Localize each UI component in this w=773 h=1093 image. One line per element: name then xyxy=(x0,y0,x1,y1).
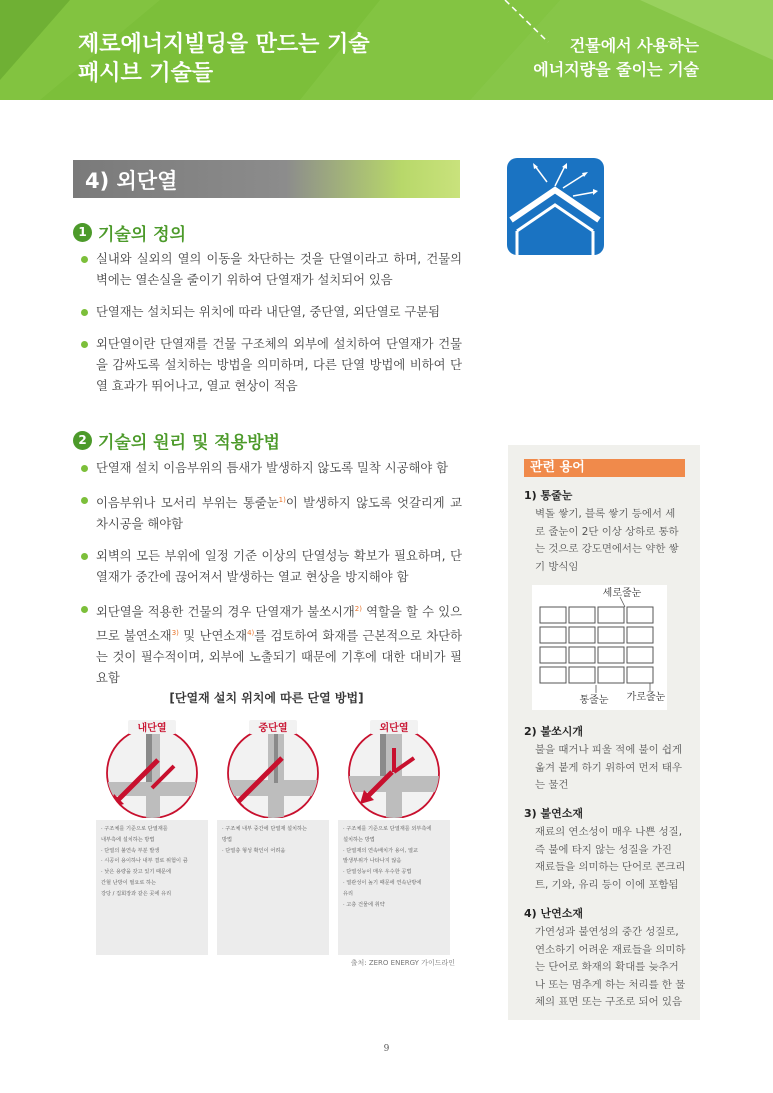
middle-insulation-diagram xyxy=(216,728,336,818)
list-item: 단열재는 설치되는 위치에 따라 내단열, 중단열, 외단열로 구분됨 xyxy=(80,302,462,323)
term-line: 기 방식임 xyxy=(535,560,579,573)
term-title: 4) 난연소재 xyxy=(524,907,584,920)
list-item: 외단열이란 단열재를 건물 구조체의 외부에 설치하여 단열재가 건물을 감싸도록 설치하는 방법을 의미하며, 다른 단열 방법에 비하여 단열 효과가 뛰어나고, 열교 현상이 적음 xyxy=(80,334,462,397)
list-item xyxy=(80,490,462,535)
insulation-diagrams xyxy=(96,718,460,818)
term-line: 는 단어로 화재의 확대를 늦추거 xyxy=(535,961,679,973)
glossary-sidebar xyxy=(508,445,700,1020)
note-line: · 낮은 용량을 갖고 있기 때문에 xyxy=(101,869,172,876)
header-title-line1: 제로에너지빌딩을 만드는 기술 xyxy=(78,32,370,57)
header-title xyxy=(78,30,370,88)
definition-heading-text: 기술의 정의 xyxy=(98,225,187,245)
outer-insulation-diagram xyxy=(336,728,456,818)
text-span: 를 검토하여 화재를 근본적으로 차단하는 것이 필수적이며, 외부에 노출되기 때문에 기후에 대한 대비가 필요함 xyxy=(96,629,462,686)
header-subtitle-line1: 건물에서 사용하는 xyxy=(569,36,699,55)
note-line: · 단열층 형성 확인이 어려움 xyxy=(222,847,286,854)
term-description xyxy=(524,742,692,795)
text-span: 외단열을 적용한 건물의 경우 단열재가 불쏘시개 xyxy=(96,605,355,620)
term-line: 재료들을 의미하는 단어로 콘크리 xyxy=(535,861,686,873)
glossary-term xyxy=(524,723,692,795)
term-description xyxy=(524,924,692,1012)
note-line: · 구조체를 기준으로 단열재를 xyxy=(101,826,168,832)
term-line: 로 줄눈이 2단 이상 상하로 통하 xyxy=(535,525,679,538)
term-line: 불을 때거나 피울 적에 불이 쉽게 xyxy=(535,744,682,756)
list-item: 단열재 설치 이음부위의 틈새가 발생하지 않도록 밀착 시공해야 함 xyxy=(80,458,462,479)
term-line: 체의 표면 또는 구조로 되어 있음 xyxy=(535,996,682,1008)
section-title: 4) 외단열 xyxy=(85,169,178,193)
term-line: 재료의 연소성이 매우 나쁜 성질, xyxy=(535,826,682,838)
note-line: · 구조체 내부 중간에 단열재 설치하는 xyxy=(222,826,308,832)
section-title-bar xyxy=(73,160,460,198)
term-title: 1) 통줄눈 xyxy=(524,489,573,502)
horizontal-joint-label: 가로줄눈 xyxy=(626,692,666,703)
header-subtitle-line2: 에너지량을 줄이는 기술 xyxy=(533,60,699,79)
header-subtitle xyxy=(533,34,699,82)
term-title: 2) 불쏘시개 xyxy=(524,725,584,738)
figure-source: 출처: ZERO ENERGY 가이드라인 xyxy=(350,959,455,967)
note-line: · 단열성능이 매우 우수한 공법 xyxy=(343,869,412,876)
principle-heading xyxy=(73,428,280,453)
note-line: · 구조체를 기준으로 단열재를 외부측에 xyxy=(343,826,432,832)
note-line: 발생부위가 나타나지 않음 xyxy=(343,858,402,865)
principle-heading-text: 기술의 원리 및 적용방법 xyxy=(98,433,280,453)
principle-bullets xyxy=(80,458,462,689)
glossary-term xyxy=(524,487,692,576)
note-line: 내부측에 설치하는 방법 xyxy=(101,836,155,843)
term-line: 는 것으로 강도면에서는 약한 쌓 xyxy=(535,543,679,555)
text-span: 역할을 할 수 있으므로 불연소재 xyxy=(96,605,462,644)
outer-insulation-notes xyxy=(338,820,450,955)
note-line: · 고층 건물에 취약 xyxy=(343,901,385,908)
glossary-heading: 관련 용어 xyxy=(524,459,685,477)
brick-joint-diagram xyxy=(532,585,667,710)
note-line: 설치하는 방법 xyxy=(343,836,375,843)
continuous-joint-label: 통줄눈 xyxy=(579,695,609,706)
figure-title: [단열재 설치 위치에 따른 단열 방법] xyxy=(169,691,364,705)
heading-number-badge: 2 xyxy=(73,431,92,450)
house-insulation-icon xyxy=(507,158,604,255)
term-line: 즉 불에 타지 않는 성질을 가진 xyxy=(535,843,672,856)
page-number: 9 xyxy=(383,1044,390,1054)
term-line: 가연성과 불연성의 중간 성질로, xyxy=(535,926,679,938)
text-span: 이 발생하지 않도록 엇갈리게 교차시공을 해야함 xyxy=(96,496,462,532)
note-line: 간헐 난방이 필요로 하는 xyxy=(101,879,157,886)
header-title-line2: 패시브 기술들 xyxy=(78,61,214,86)
term-description xyxy=(524,506,692,576)
term-line: 벽돌 쌓기, 블록 쌓기 등에서 세 xyxy=(535,508,676,520)
list-item xyxy=(80,599,462,689)
term-line: 트, 기와, 유리 등이 이에 포함됨 xyxy=(535,878,679,891)
heading-number-badge: 1 xyxy=(73,223,92,242)
diagram-label: 중단열 xyxy=(258,723,288,734)
text-span: 및 난연소재 xyxy=(178,629,248,644)
term-description xyxy=(524,824,692,894)
glossary-term xyxy=(524,905,692,1012)
note-line: 방법 xyxy=(222,836,233,843)
term-line: 연소하기 어려운 재료들을 의미하 xyxy=(535,943,686,956)
diagram-label: 내단열 xyxy=(137,723,167,734)
term-line: 는 물건 xyxy=(535,779,569,791)
list-item: 실내와 실외의 열의 이동을 차단하는 것을 단열이라고 하며, 건물의 벽에는 열손실을 줄이기 위하여 단열재가 설치되어 있음 xyxy=(80,249,462,291)
inner-insulation-diagram xyxy=(96,728,216,818)
note-line: · 열관성이 높기 때문에 연속난방에 xyxy=(343,879,422,886)
footnote-ref: 4) xyxy=(247,629,255,638)
middle-insulation-notes xyxy=(217,820,329,955)
term-line: 옮겨 붙게 하기 위하여 먼저 태우 xyxy=(535,761,682,774)
inner-insulation-notes xyxy=(96,820,208,955)
term-title: 3) 불연소재 xyxy=(524,807,584,820)
term-line: 나 또는 멈추게 하는 처리를 한 물 xyxy=(535,978,686,991)
text-span: 이음부위나 모서리 부위는 통줄눈 xyxy=(96,496,279,511)
note-line: · 단열의 불연속 부분 발생 xyxy=(101,847,160,854)
footnote-ref: 3) xyxy=(171,629,179,638)
footnote-ref: 1) xyxy=(278,496,286,504)
note-line: 유리 xyxy=(343,890,354,897)
definition-heading xyxy=(73,220,186,245)
vertical-joint-label: 세로줄눈 xyxy=(602,588,642,599)
diagram-label: 외단열 xyxy=(379,723,409,734)
glossary-term xyxy=(524,805,692,894)
note-line: · 시공이 용이하나 내부 결로 위험이 큼 xyxy=(101,858,188,865)
footnote-ref: 2) xyxy=(354,605,362,614)
note-line: · 단열재의 연속배치가 용이, 열교 xyxy=(343,847,419,854)
note-line: 강당 / 집회장과 같은 곳에 유리 xyxy=(101,890,172,897)
definition-bullets xyxy=(80,249,462,397)
list-item: 외벽의 모든 부위에 일정 기준 이상의 단열성능 확보가 필요하며, 단열재가 중간에 끊어져서 발생하는 열교 현상을 방지해야 함 xyxy=(80,546,462,588)
page-header xyxy=(0,0,773,100)
